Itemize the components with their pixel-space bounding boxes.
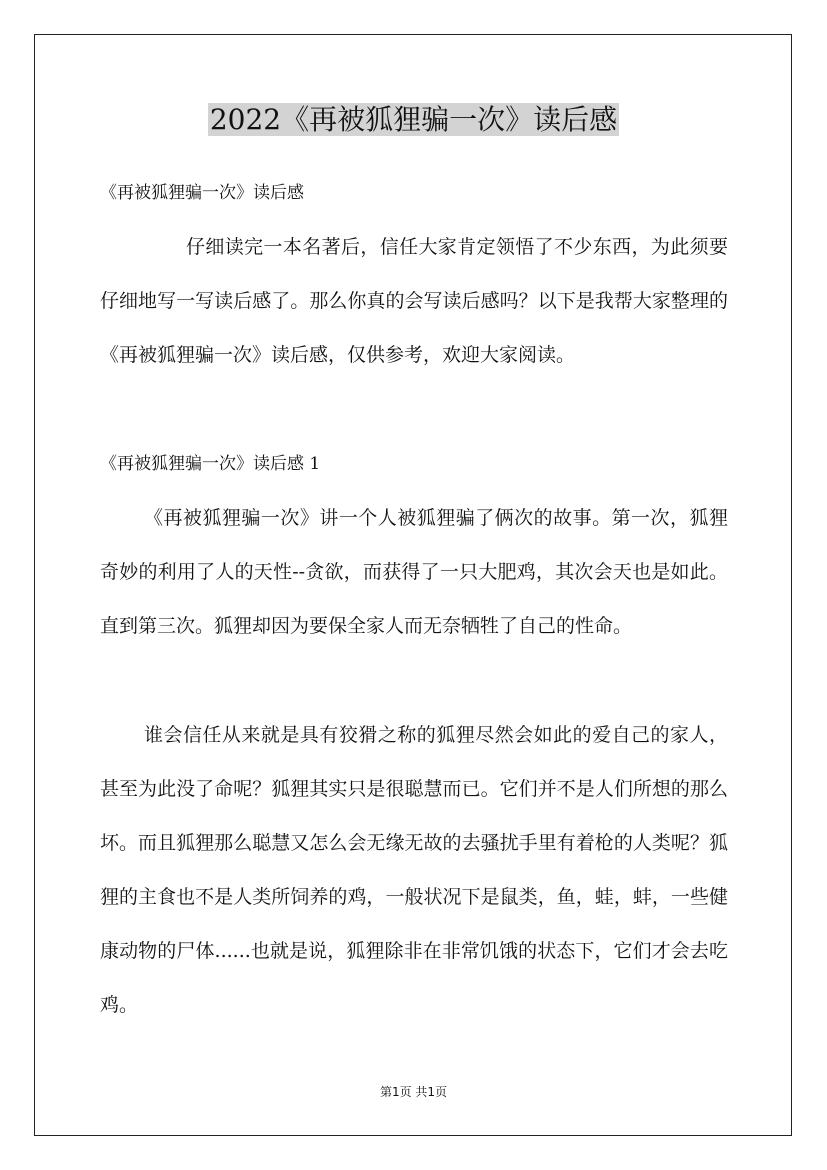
body-paragraph-2: 谁会信任从来就是具有狡猾之称的狐狸尽然会如此的爱自己的家人，甚至为此没了命呢？狐狸其实只是很聪慧而已。它们并不是人们所想的那么坏。而且狐狸那么聪慧又怎么会无缘无故的去骚扰手里有着枪的人类呢？狐狸的主食也不是人类所饲养的鸡，一般状况下是鼠类，鱼，蛙，蚌，一些健康动物的尸体......也就是说，狐狸除非在非常饥饿的状态下，它们才会去吃鸡。 [100,724,728,1016]
section-heading: 《再被狐狸骗一次》读后感 1 [100,454,321,474]
document-title [0,98,827,142]
body-paragraph-1: 《再被狐狸骗一次》讲一个人被狐狸骗了俩次的故事。第一次，狐狸奇妙的利用了人的天性--贪欲，而获得了一只大肥鸡，其次会天也是如此。直到第三次。狐狸却因为要保全家人而无奈牺牲了自己的性命。 [100,507,728,637]
document-subtitle: 《再被狐狸骗一次》读后感 [100,183,304,203]
intro-paragraph: 仔细读完一本名著后，信任大家肯定领悟了不少东西，为此须要仔细地写一写读后感了。那么你真的会写读后感吗？以下是我帮大家整理的《再被狐狸骗一次》读后感，仅供参考，欢迎大家阅读。 [100,236,728,366]
page-footer: 第1页 共1页 [379,1085,448,1099]
document-title-text: 2022《再被狐狸骗一次》读后感 [209,103,618,136]
